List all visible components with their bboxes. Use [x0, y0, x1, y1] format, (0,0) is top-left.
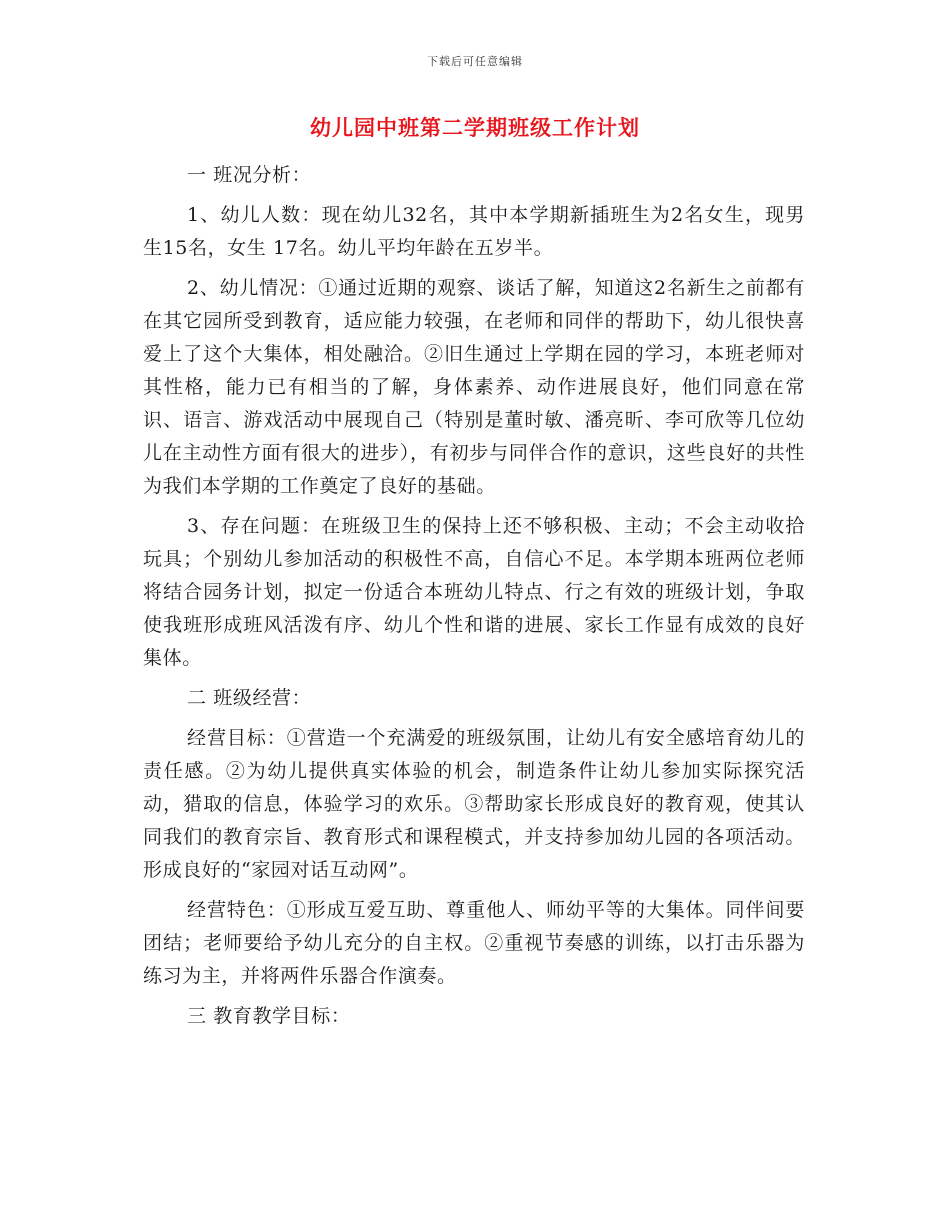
- paragraph-existing-problems: 3、存在问题：在班级卫生的保持上还不够积极、主动；不会主动收拾玩具；个别幼儿参加活动的积极性不高，自信心不足。本学期本班两位老师将结合园务计划，拟定一份适合本班幼儿特点、行之有效的班级计划，争取使我班形成班风活泼有序、幼儿个性和谐的进展、家长工作显有成效的良好集体。: [143, 515, 805, 669]
- section-heading-class-management: 二 班级经营：: [187, 687, 312, 709]
- header-note: 下载后可任意编辑: [427, 55, 523, 68]
- paragraph-management-features: 经营特色：①形成互爱互助、尊重他人、师幼平等的大集体。同伴间要团结；老师要给予幼儿充分的自主权。②重视节奏感的训练，以打击乐器为练习为主，并将两件乐器合作演奏。: [143, 899, 805, 987]
- section-heading-teaching-goals: 三 教育教学目标：: [187, 1005, 351, 1027]
- document-body: [143, 159, 805, 1040]
- paragraph-child-situation: 2、幼儿情况：①通过近期的观察、谈话了解，知道这2名新生之前都有在其它园所受到教育，适应能力较强，在老师和同伴的帮助下，幼儿很快喜爱上了这个大集体，相处融洽。②旧生通过上学期在园的学习，本班老师对其性格，能力已有相当的了解，身体素养、动作进展良好，他们同意在常识、语言、游戏活动中展现自己（特别是董时敏、潘亮昕、李可欣等几位幼儿在主动性方面有很大的进步），有初步与同伴合作的意识，这些良好的共性为我们本学期的工作奠定了良好的基础。: [143, 277, 805, 497]
- paragraph-management-goals: 经营目标：①营造一个充满爱的班级氛围，让幼儿有安全感培育幼儿的责任感。②为幼儿提供真实体验的机会，制造条件让幼儿参加实际探究活动，猎取的信息，体验学习的欢乐。③帮助家长形成良好的教育观，使其认同我们的教育宗旨、教育形式和课程模式，并支持参加幼儿园的各项活动。形成良好的“家园对话互动网”。: [143, 727, 805, 881]
- document-title: 幼儿园中班第二学期班级工作计划: [310, 116, 640, 140]
- section-heading-class-analysis: 一 班况分析：: [187, 164, 312, 186]
- paragraph-child-count: 1、幼儿人数：现在幼儿32名，其中本学期新插班生为2名女生，现男生15名，女生 17名。幼儿平均年龄在五岁半。: [143, 204, 805, 259]
